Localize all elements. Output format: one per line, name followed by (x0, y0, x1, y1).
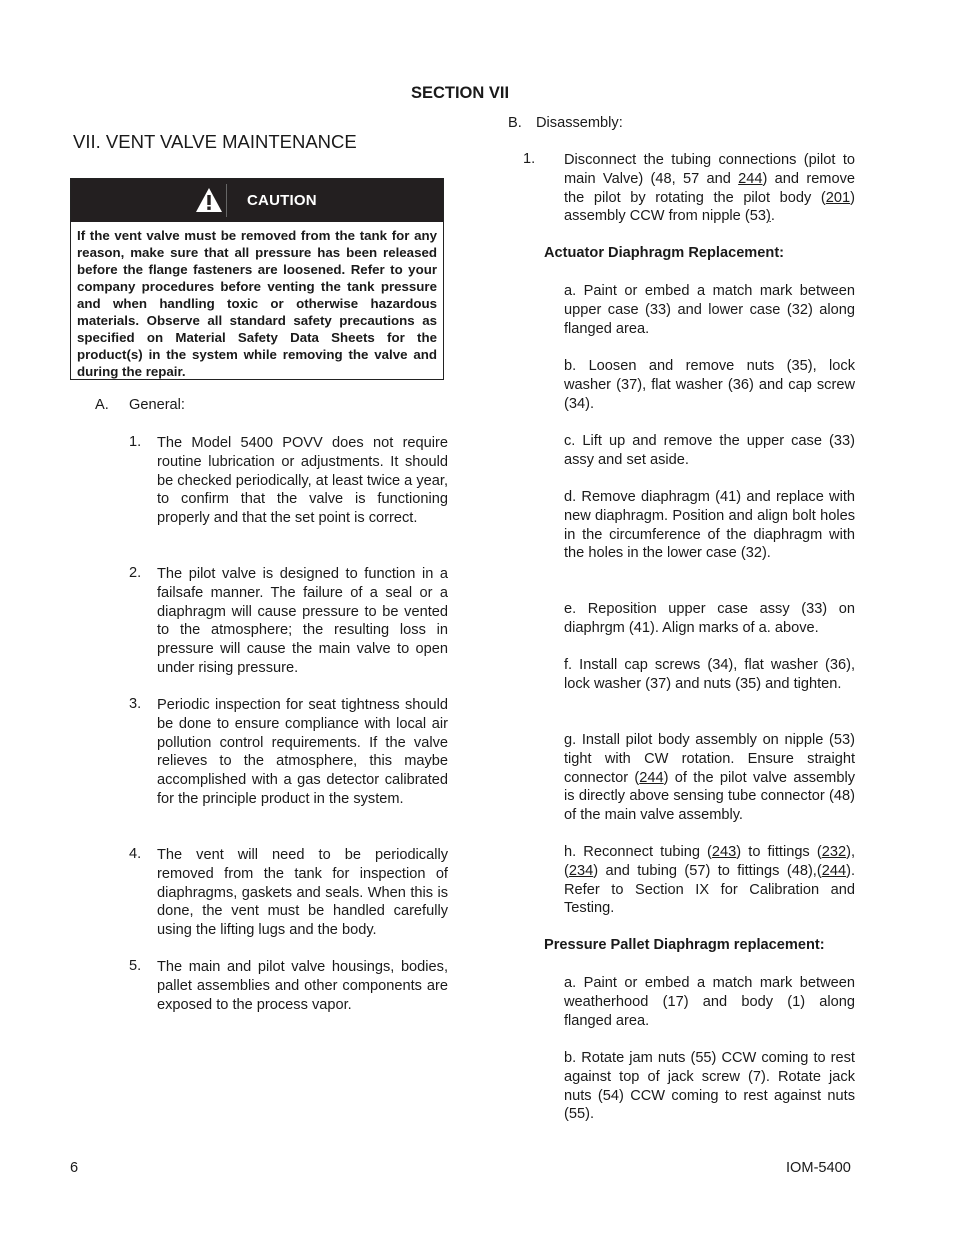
actuator-step-e: e. Reposition upper case assy (33) on diaphrgm (41). Align marks of a. above. (564, 601, 855, 636)
pallet-step-b: b. Rotate jam nuts (55) CCW coming to rest against top of jack screw (7). Rotate jack nuts (54) CCW coming to rest against nuts (55). (564, 1050, 855, 1123)
general-item-1-num: 1. (129, 434, 142, 450)
general-letter: A. (95, 397, 109, 413)
pallet-heading: Pressure Pallet Diaphragm replacement: (544, 937, 825, 953)
caution-text: If the vent valve must be removed from the tank for any reason, make sure that all pressure has been released before the flange fasteners are loosened. Refer to your company procedures before venting the tank pressure and when handling toxic or otherwise hazardous materials. Observe all standard safety precautions as specified on Material Safety Data Sheets for the product(s) in the system while removing the valve and during the repair. (77, 228, 437, 379)
general-title: General: (129, 397, 185, 413)
general-item-3-text: Periodic inspection for seat tightness should be done to ensure compliance with local air pollution control requirements. If the valve relieves to the atmosphere, this maybe accomplished with a gas detector calibrated for the principle product in the system. (157, 697, 448, 807)
chapter-title: VII. VENT VALVE MAINTENANCE (73, 131, 357, 152)
caution-box (70, 178, 444, 380)
caution-divider (226, 184, 227, 217)
warning-triangle-icon (195, 187, 223, 213)
disassembly-title: Disassembly: (536, 115, 623, 131)
actuator-step-g: g. Install pilot body assembly on nipple (53) tight with CW rotation. Ensure straight connector (244) of the pilot valve assembly is directly above sensing tube connector (48) of the main valve assembly. (564, 732, 855, 824)
general-item-1-text: The Model 5400 POVV does not require routine lubrication or adjustments. It should be checked periodically, at least twice a year, to confirm that the valve is functioning properly and that the set point is correct. (157, 435, 448, 527)
general-item-4-text: The vent will need to be periodically removed from the tank for inspection of diaphragms, gaskets and seals. When this is done, the vent must be handled carefully using the lifting lugs and the body. (157, 847, 448, 939)
page-number: 6 (70, 1160, 79, 1176)
caution-label: CAUTION (247, 192, 317, 209)
actuator-step-a: a. Paint or embed a match mark between upper case (33) and lower case (32) along flanged area. (564, 283, 855, 337)
section-title: SECTION VII (410, 84, 510, 102)
general-item-4-num: 4. (129, 846, 142, 862)
actuator-step-c: c. Lift up and remove the upper case (33) assy and set aside. (564, 433, 855, 468)
part-ref-244: 244 (738, 170, 763, 187)
actuator-step-b: b. Loosen and remove nuts (35), lock washer (37), flat washer (36) and cap screw (34). (564, 358, 855, 412)
actuator-step-f: f. Install cap screws (34), flat washer (36), lock washer (37) and nuts (35) and tighten. (564, 657, 855, 692)
caution-header (71, 179, 443, 222)
general-item-2-num: 2. (129, 565, 142, 581)
actuator-step-h: h. Reconnect tubing (243) to fittings (232), (234) and tubing (57) to fittings (48),(244). Refer to Section IX for Calibration and Testing. (564, 844, 855, 917)
disassembly-letter: B. (508, 115, 522, 131)
pallet-step-a: a. Paint or embed a match mark between weatherhood (17) and body (1) along flanged area. (564, 975, 855, 1029)
general-item-5-text: The main and pilot valve housings, bodies, pallet assemblies and other components are exposed to the process vapor. (157, 959, 448, 1013)
general-item-2-text: The pilot valve is designed to function in a failsafe manner. The failure of a seal or a diaphragm will cause pressure to be vented to the atmosphere; the resulting loss in pressure will cause the main valve to open under rising pressure. (157, 566, 448, 676)
general-item-5-num: 5. (129, 958, 142, 974)
disassembly-step-1-text: Disconnect the tubing connections (pilot to main Valve) (48, 57 and 244) and remove the pilot by rotating the pilot body (201) assembly CCW from nipple (53). (564, 152, 855, 225)
disassembly-step-1-num: 1. (523, 151, 536, 167)
document-id: IOM-5400 (786, 1160, 851, 1176)
general-item-3-num: 3. (129, 696, 142, 712)
actuator-step-d: d. Remove diaphragm (41) and replace with new diaphragm. Position and align bolt holes in the circumference of the diaphragm with the holes in the lower case (32). (564, 489, 855, 562)
actuator-heading: Actuator Diaphragm Replacement: (544, 245, 785, 261)
part-ref-201: 201 (825, 189, 851, 206)
